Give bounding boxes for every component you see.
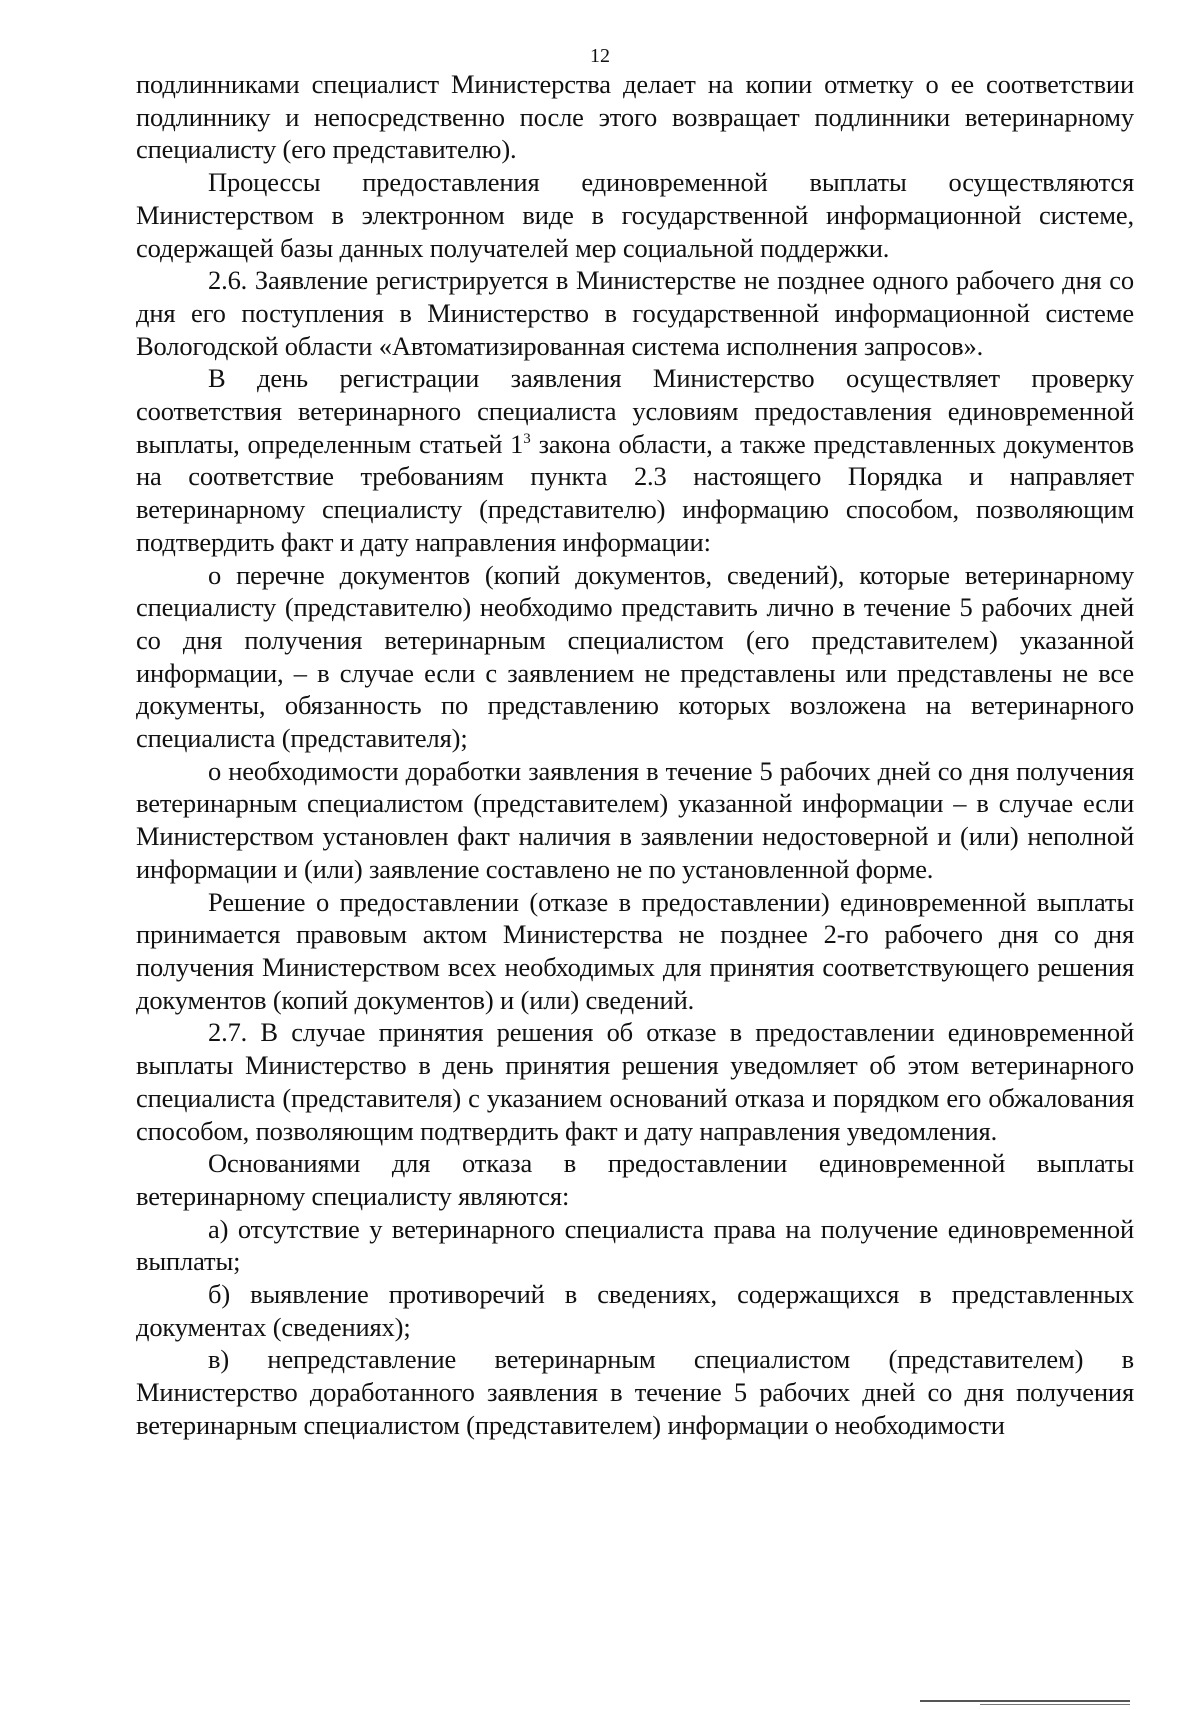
paragraph-decision: Решение о предоставлении (отказе в предоставлении) единовременной выплаты принимается правовым актом Министерства не позднее 2-го рабочего дня со дня получения Министерством всех необходимых для принятия соответствующего решения документов (копий документов) и (или) сведений.: [136, 886, 1134, 1015]
paragraph-2-6-registration: 2.6. Заявление регистрируется в Министерстве не позднее одного рабочего дня со дня его поступления в Министерство в государственной информационной системе Вологодской области «Автоматизированная система исполнения запросов».: [136, 265, 1134, 361]
paragraph-2-7-refusal: 2.7. В случае принятия решения об отказе в предоставлении единовременной выплаты Министерство в день принятия решения уведомляет об этом ветеринарного специалиста (представителя) с указанием оснований отказа и порядком его обжалования способом, позволяющим подтвердить факт и дату направления уведомления.: [136, 1017, 1134, 1146]
registration-check-text: В день регистрации заявления Министерство осуществляет проверку соответствия ветеринарного специалиста условиям предоставления единовременной выплаты, определенным статьей 1: [136, 363, 1134, 459]
paragraph-application-revision: о необходимости доработки заявления в течение 5 рабочих дней со дня получения ветеринарным специалистом (представителем) указанной информации – в случае если Министерством установлен факт наличия в заявлении недостоверной и (или) неполной информации и (или) заявление составлено не по установленной форме.: [136, 755, 1134, 884]
paragraph-copy-verification: подлинниками специалист Министерства делает на копии отметку о ее соответствии подлиннику и непосредственно после этого возвращает подлинники ветеринарному специалисту (его представителю).: [136, 69, 1134, 165]
scan-artifact-line: [920, 1700, 1130, 1702]
paragraph-electronic-processes: Процессы предоставления единовременной выплаты осуществляются Министерством в электронном виде в государственной информационной системе, содержащей базы данных получателей мер социальной поддержки.: [136, 167, 1134, 263]
paragraph-document-list: о перечне документов (копий документов, сведений), которые ветеринарному специалисту (представителю) необходимо представить лично в течение 5 рабочих дней со дня получения ветеринарным специалистом (его представителем) указанной информации, – в случае если с заявлением не представлены или представлены не все документы, обязанность по представлению которых возложена на ветеринарного специалиста (представителя);: [136, 559, 1134, 754]
registration-check-text-continued: закона области, а также представленных документов на соответствие требованиям пункта 2.3 настоящего Порядка и направляет ветеринарному специалисту (представителю) информацию способом, позволяющим подтвердить факт и дату направления информации:: [136, 428, 1134, 557]
article-superscript: 3: [523, 430, 531, 447]
page-number: 12: [590, 45, 610, 67]
list-item-b: б) выявление противоречий в сведениях, содержащихся в представленных документах (сведениях);: [136, 1279, 1134, 1342]
document-body: [136, 68, 1134, 1442]
paragraph-registration-check: [136, 362, 1134, 558]
scan-artifact-line-secondary: [980, 1704, 1130, 1705]
list-item-a: а) отсутствие у ветеринарного специалиста права на получение единовременной выплаты;: [136, 1213, 1134, 1277]
list-item-c: в) непредставление ветеринарным специалистом (представителем) в Министерство доработанного заявления в течение 5 рабочих дней со дня получения ветеринарным специалистом (представителем) информации о необходимости: [136, 1344, 1134, 1440]
paragraph-refusal-grounds: Основаниями для отказа в предоставлении единовременной выплаты ветеринарному специалисту являются:: [136, 1148, 1134, 1211]
